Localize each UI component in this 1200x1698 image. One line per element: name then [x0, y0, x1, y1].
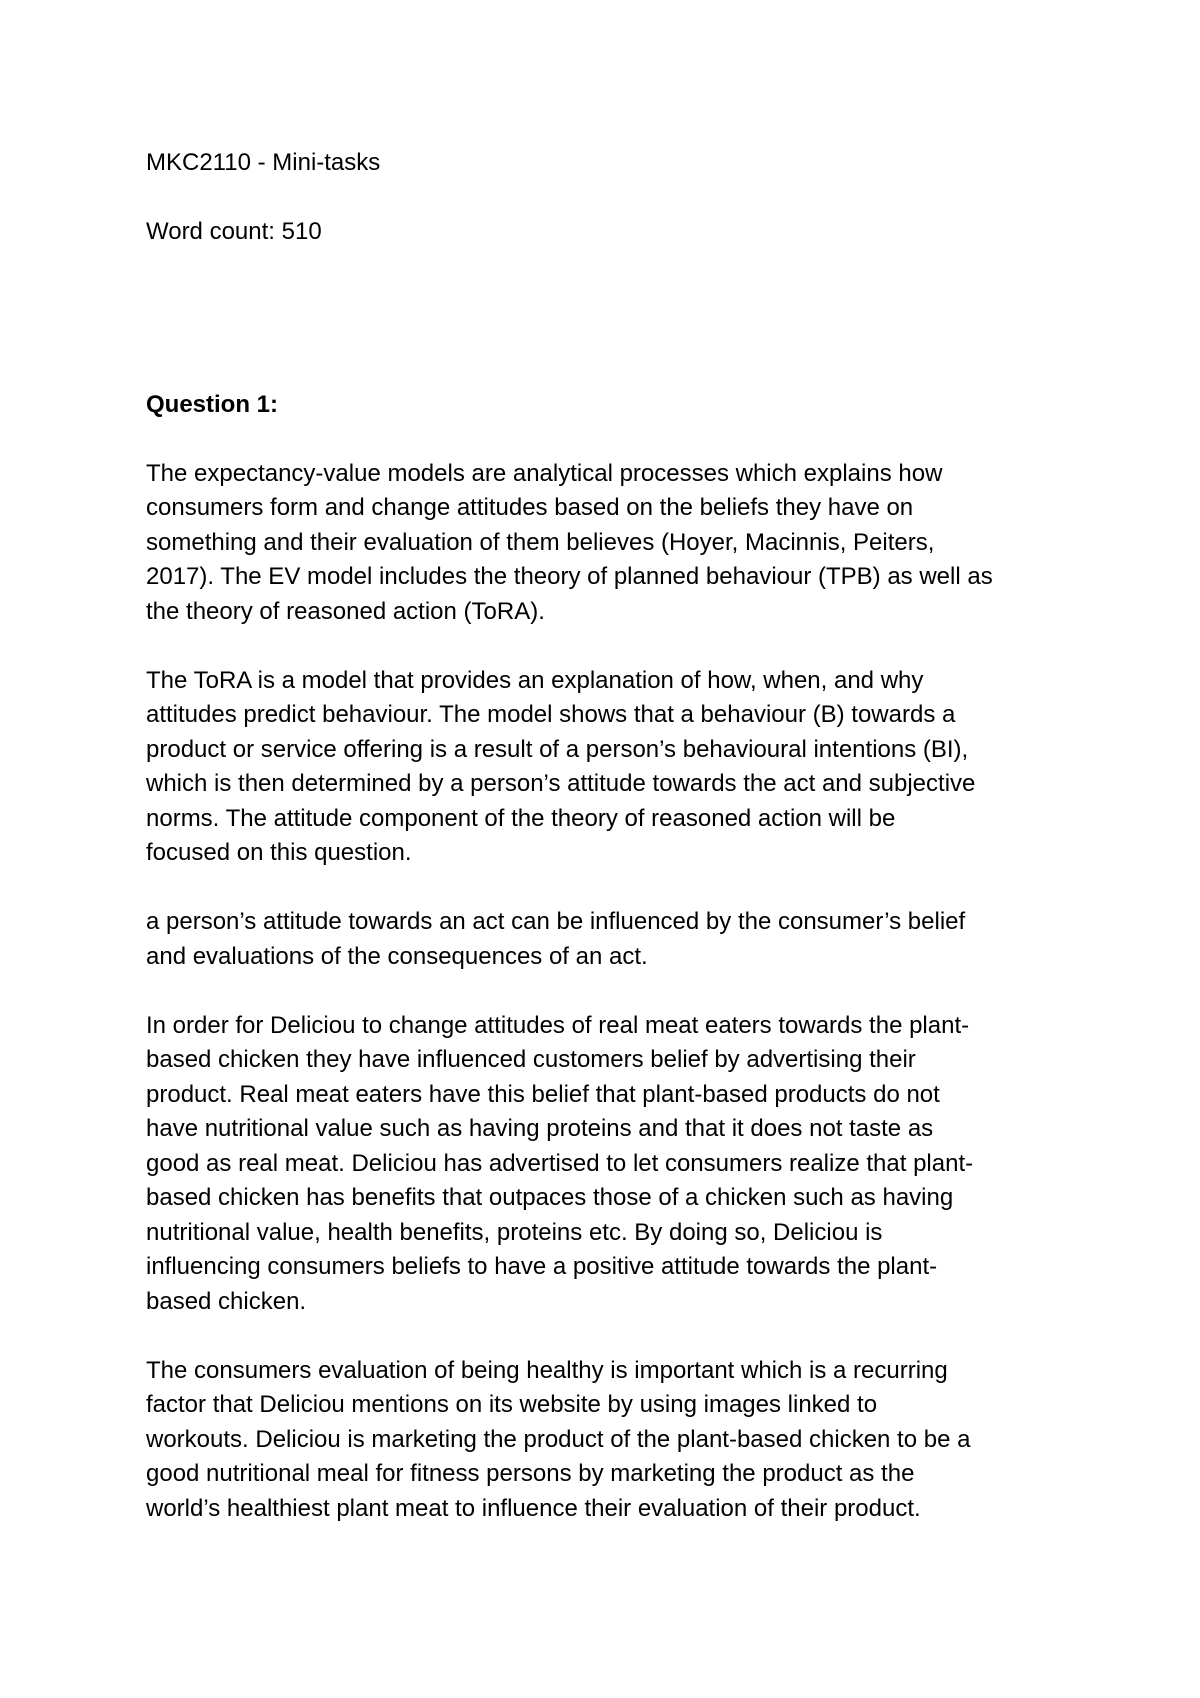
document-title: MKC2110 - Mini-tasks	[146, 149, 381, 176]
paragraph-expectancy-value	[146, 457, 1066, 630]
text-line: which is then determined by a person’s attitude towards the act and subjective	[146, 770, 976, 797]
text-line: based chicken they have influenced customers belief by advertising their	[146, 1046, 916, 1073]
text-line: influencing consumers beliefs to have a positive attitude towards the plant-	[146, 1253, 938, 1280]
text-line: and evaluations of the consequences of an act.	[146, 942, 648, 970]
text-line: a person’s attitude towards an act can be influenced by the consumer’s belief	[146, 908, 966, 935]
text-line: the theory of reasoned action (ToRA).	[146, 597, 545, 625]
paragraph-evaluation	[146, 1354, 1066, 1527]
text-line: attitudes predict behaviour. The model shows that a behaviour (B) towards a	[146, 701, 956, 728]
text-line: based chicken.	[146, 1287, 307, 1315]
text-line: The expectancy-value models are analytical processes which explains how	[146, 459, 943, 487]
text-line: focused on this question.	[146, 839, 412, 866]
paragraph-deliciou-beliefs	[146, 1009, 1066, 1320]
question-heading: Question 1:	[146, 390, 279, 418]
text-line: workouts. Deliciou is marketing the product of the plant-based chicken to be a	[146, 1425, 971, 1453]
text-line: 2017). The EV model includes the theory of planned behaviour (TPB) as well as	[146, 563, 993, 590]
document-body	[146, 146, 1066, 1561]
text-line: The ToRA is a model that provides an explanation of how, when, and why	[146, 666, 924, 694]
text-line: norms. The attitude component of the theory of reasoned action will be	[146, 804, 896, 832]
text-line: factor that Deliciou mentions on its website by using images linked to	[146, 1391, 878, 1418]
word-count: Word count: 510	[146, 218, 322, 245]
text-line: The consumers evaluation of being healthy is important which is a recurring	[146, 1356, 948, 1384]
text-line: nutritional value, health benefits, proteins etc. By doing so, Deliciou is	[146, 1218, 883, 1246]
paragraph-tora	[146, 664, 1066, 871]
text-line: world’s healthiest plant meat to influence their evaluation of their product.	[146, 1494, 921, 1522]
text-line: consumers form and change attitudes based on the beliefs they have on	[146, 494, 914, 521]
text-line: based chicken has benefits that outpaces those of a chicken such as having	[146, 1184, 954, 1211]
text-line: something and their evaluation of them believes (Hoyer, Macinnis, Peiters,	[146, 528, 935, 556]
text-line: product. Real meat eaters have this belief that plant-based products do not	[146, 1080, 940, 1108]
text-line: product or service offering is a result of a person’s behavioural intentions (BI),	[146, 735, 969, 763]
text-line: good as real meat. Deliciou has advertised to let consumers realize that plant-	[146, 1149, 974, 1177]
text-line: In order for Deliciou to change attitudes of real meat eaters towards the plant-	[146, 1011, 970, 1039]
text-line: good nutritional meal for fitness persons by marketing the product as the	[146, 1460, 915, 1487]
paragraph-attitude	[146, 905, 1066, 974]
text-line: have nutritional value such as having proteins and that it does not taste as	[146, 1115, 934, 1142]
